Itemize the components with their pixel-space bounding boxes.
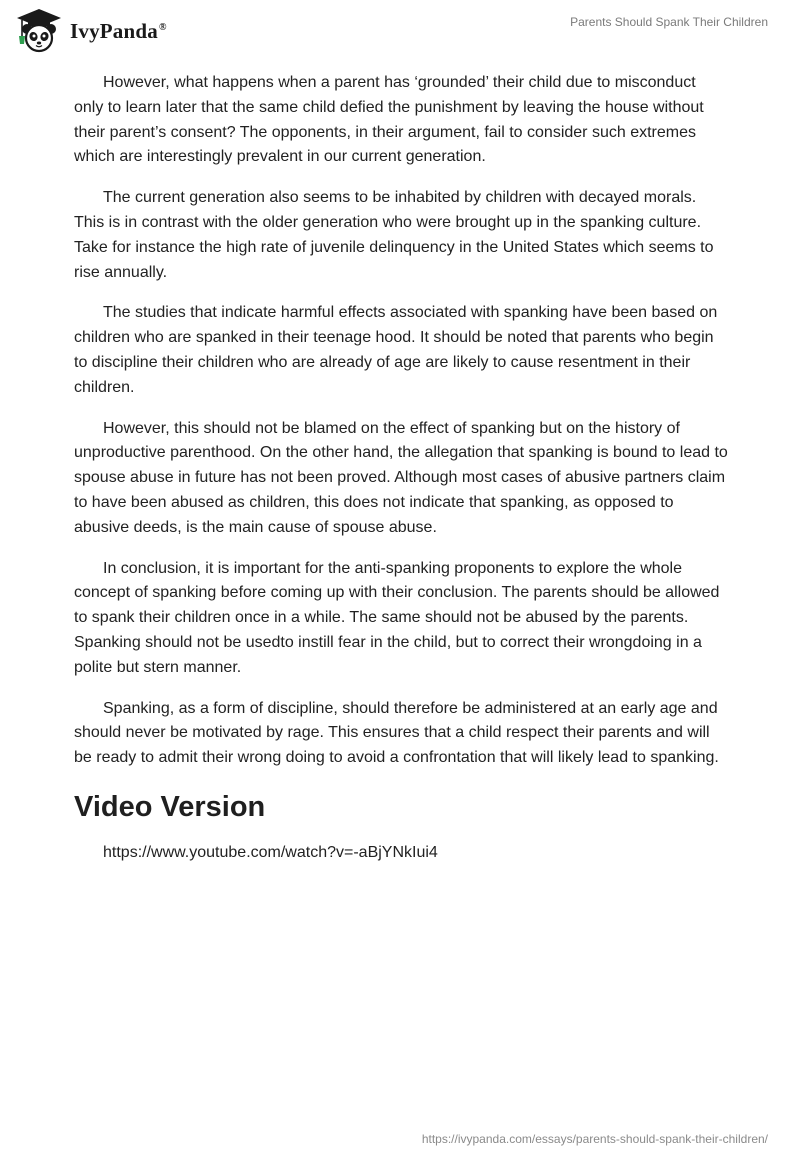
paragraph: Spanking, as a form of discipline, should therefore be administered at an early age and should never be motivated by rage. This ensures that a child respect their parents and will be ready to admit their wrong doing to avoid a confrontation that will likely lead to spanking. bbox=[74, 699, 719, 767]
paragraph: However, this should not be blamed on the effect of spanking but on the history of unproductive parenthood. On the other hand, the allegation that spanking is bound to lead to spouse abuse in future has not been proved. Although most cases of abusive partners claim to have been abused as children, this does not indicate that spanking, as opposed to abusive deeds, is the main cause of spouse abuse. bbox=[74, 419, 728, 536]
paragraph: The studies that indicate harmful effects associated with spanking have been based on children who are spanked in their teenage hood. It should be noted that parents who begin to discipline their children who are already of age are likely to cause resentment in their children. bbox=[74, 304, 718, 396]
panda-graduate-icon bbox=[14, 6, 64, 56]
paragraph: The current generation also seems to be inhabited by children with decayed morals. This is in contrast with the older generation who were brought up in the spanking culture. Take for instance the high rate of juvenile delinquency in the United States which seems to rise annually. bbox=[74, 189, 714, 281]
footer-url[interactable]: https://ivypanda.com/essays/parents-should-spank-their-children/ bbox=[421, 1132, 768, 1146]
document-title: Parents Should Spank Their Children bbox=[570, 15, 768, 29]
paragraph: In conclusion, it is important for the anti-spanking proponents to explore the whole concept of spanking before coming up with their conclusion. The parents should be allowed to spank their children once in a while. The same should not be abused by the parents. Spanking should not be usedto instill fear in the child, but to correct their wrongdoing in a polite but stern manner. bbox=[74, 559, 720, 676]
page-header bbox=[0, 0, 800, 64]
essay-body bbox=[74, 71, 728, 865]
video-link[interactable]: https://www.youtube.com/watch?v=-aBjYNkIui4 bbox=[103, 843, 438, 861]
video-version-heading: Video Version bbox=[74, 790, 266, 823]
brand-name: IvyPanda® bbox=[70, 18, 167, 43]
ivypanda-logo[interactable] bbox=[14, 6, 167, 56]
paragraph: However, what happens when a parent has ‘grounded’ their child due to misconduct only to learn later that the same child defied the punishment by leaving the house without their parent’s consent? The opponents, in their argument, fail to consider such extremes which are interestingly prevalent in our current generation. bbox=[74, 74, 704, 166]
